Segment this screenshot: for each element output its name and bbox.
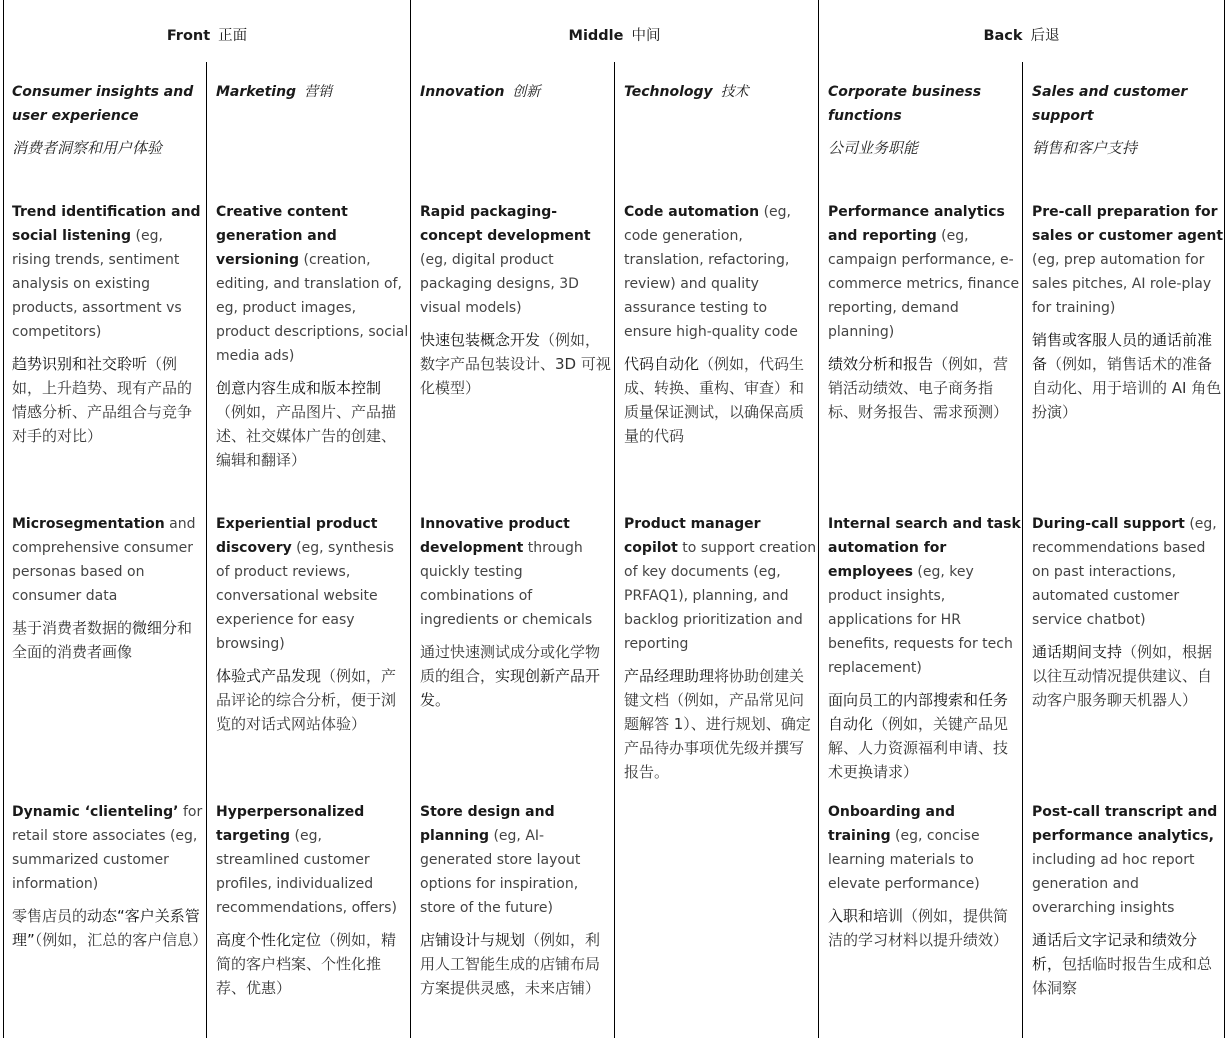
use-case-zh-title: 面向员工的内部搜索和任务自动化 — [828, 691, 1009, 733]
use-case-title: Internal search and task automation for employees — [828, 516, 1021, 580]
use-case-zh-title: 体验式产品发现 — [216, 667, 322, 685]
use-case-zh-title: 动态“客户关系管理” — [12, 907, 200, 949]
column-title-en: Consumer insights and user experience — [12, 84, 194, 124]
use-case-zh-description: 将协助创建关键文档（例如，产品常见问题解答 1）、进行规划、确定产品待办事项优先级并撰写报告。 — [624, 667, 811, 781]
use-case-zh-prefix: 零售店员的 — [12, 907, 88, 925]
use-case-title: During-call support — [1032, 516, 1185, 532]
group-header-back — [819, 24, 1224, 45]
use-case-zh — [624, 664, 817, 784]
use-case-description: (eg, code generation, translation, refactoring, review) and quality assurance testing to ensure high-quality code — [624, 204, 798, 340]
use-case-description: (eg, recommendations based on past interactions, automated customer service chatbot) — [1032, 516, 1217, 628]
use-case-cell — [12, 200, 205, 448]
use-case-zh — [12, 352, 205, 448]
use-case-zh-description: （例如，代码生成、转换、重构、审查）和质量保证测试，以确保高质量的代码 — [624, 355, 805, 445]
use-case-en — [420, 200, 613, 320]
use-case-zh-description: 和全面的消费者画像 — [12, 619, 193, 661]
use-case-zh-description: （例如，数字产品包装设计、3D 可视化模型） — [420, 331, 611, 397]
use-case-zh-description: （例如，上升趋势、现有产品的情感分析、产品组合与竞争对手的对比） — [12, 355, 193, 445]
use-case-en — [420, 800, 613, 920]
use-case-zh-title: 实现创新产品开发。 — [420, 667, 601, 709]
use-case-zh — [828, 352, 1021, 424]
use-case-zh-description: （例如，关键产品见解、人力资源福利申请、技术更换请求） — [828, 715, 1009, 781]
use-case-title: Store design and planning — [420, 804, 555, 844]
use-case-zh — [1032, 328, 1225, 424]
use-case-cell — [1032, 512, 1225, 712]
use-case-zh-title: 代码自动化 — [624, 355, 700, 373]
use-case-en — [828, 800, 1021, 896]
use-case-title: Innovative product development — [420, 516, 570, 556]
use-case-en — [624, 512, 817, 656]
use-case-title: Post-call transcript and performance analytics, — [1032, 804, 1218, 844]
divider-front-middle — [410, 0, 411, 1038]
use-case-zh-title: 店铺设计与规划 — [420, 931, 526, 949]
use-case-description: (eg, AI-generated store layout options for inspiration, store of the future) — [420, 828, 581, 916]
use-case-description: (eg, digital product packaging designs, 3D visual models) — [420, 252, 579, 316]
divider-col-1-2 — [206, 62, 207, 1038]
use-case-zh-title: 微细分 — [132, 619, 178, 637]
use-case-zh-description: （例如，利用人工智能生成的店铺布局方案提供灵感，未来店铺） — [420, 931, 601, 997]
use-case-zh-description: 包括临时报告生成和总体洞察 — [1032, 955, 1213, 997]
column-header-corporate-functions — [828, 80, 1024, 160]
divider-col-3-4 — [614, 62, 615, 1038]
use-case-cell — [624, 200, 817, 448]
use-case-title: Microsegmentation — [12, 516, 165, 532]
use-case-description: (creation, editing, and translation of, eg, product images, product descriptions, social media ads) — [216, 252, 409, 364]
use-case-zh — [420, 928, 613, 1000]
use-case-title: Hyperpersonalized targeting — [216, 804, 365, 844]
use-case-title: Experiential product discovery — [216, 516, 378, 556]
use-case-description: (eg, concise learning materials to elevate performance) — [828, 828, 980, 892]
use-case-en — [828, 200, 1021, 344]
use-case-zh — [1032, 640, 1225, 712]
use-case-description: (eg, streamlined customer profiles, individualized recommendations, offers) — [216, 828, 397, 916]
use-case-description: (eg, campaign performance, e-commerce metrics, finance reporting, demand planning) — [828, 228, 1020, 340]
use-case-description: including ad hoc report generation and overarching insights — [1032, 852, 1195, 916]
column-header-marketing — [216, 80, 412, 104]
use-case-zh-title: 高度个性化定位 — [216, 931, 322, 949]
divider-col-5-6 — [1022, 62, 1023, 1038]
use-case-en — [12, 200, 205, 344]
use-case-zh-title: 通话期间支持 — [1032, 643, 1123, 661]
use-case-en — [1032, 200, 1225, 320]
use-case-cell — [828, 200, 1021, 424]
use-case-zh — [420, 640, 613, 712]
use-case-title: Onboarding and training — [828, 804, 955, 844]
divider-middle-back — [818, 0, 819, 1038]
use-case-zh-description: （例如，根据以往互动情况提供建议、自动客户服务聊天机器人） — [1032, 643, 1213, 709]
column-title-en: Corporate business functions — [828, 84, 982, 124]
column-header-consumer-insights — [12, 80, 208, 160]
use-case-cell — [828, 800, 1021, 952]
group-middle-zh: 中间 — [631, 28, 661, 44]
use-case-zh — [216, 928, 409, 1000]
use-case-zh-prefix: 基于消费者数据的 — [12, 619, 133, 637]
column-title-en: Marketing 营销 — [216, 84, 333, 100]
column-title-en: Innovation 创新 — [420, 84, 541, 100]
use-case-zh — [12, 616, 205, 664]
use-case-en — [420, 512, 613, 632]
use-case-title: Rapid packaging-concept development — [420, 204, 591, 244]
divider-left-edge — [3, 0, 4, 1038]
use-case-en — [828, 512, 1021, 680]
group-header-middle — [411, 24, 818, 45]
use-case-cell — [624, 512, 817, 784]
use-case-cell — [420, 200, 613, 400]
column-header-sales-support — [1032, 80, 1228, 160]
use-case-zh — [828, 904, 1021, 952]
use-case-zh — [216, 376, 409, 472]
use-case-zh-title: 快速包装概念开发 — [420, 331, 541, 349]
use-case-cell — [12, 512, 205, 664]
group-front-en: Front — [166, 28, 211, 44]
use-case-cell — [828, 512, 1021, 784]
use-case-zh — [12, 904, 208, 952]
use-case-en — [12, 512, 205, 608]
use-case-zh-description: （例如，产品评论的综合分析，便于浏览的对话式网站体验） — [216, 667, 397, 733]
use-case-title: Pre-call preparation for sales or customer agent — [1032, 204, 1224, 244]
column-title-en: Technology 技术 — [624, 84, 749, 100]
group-middle-en: Middle — [568, 28, 624, 44]
column-header-technology — [624, 80, 820, 104]
use-case-zh-description: （例如，产品图片、产品描述、社交媒体广告的创建、编辑和翻译） — [216, 403, 397, 469]
use-case-zh-title: 销售或客服人员的通话前准备 — [1032, 331, 1213, 373]
column-title-zh: 公司业务职能 — [828, 139, 919, 157]
use-case-zh-description: （例如，营销活动绩效、电子商务指标、财务报告、需求预测） — [828, 355, 1009, 421]
use-case-title: Code automation — [624, 204, 760, 220]
use-case-zh-title: 入职和培训 — [828, 907, 904, 925]
group-header-front — [4, 24, 410, 45]
use-case-en — [624, 200, 817, 344]
group-front-zh: 正面 — [218, 28, 248, 44]
use-case-cell — [1032, 200, 1225, 424]
use-case-zh-title: 创意内容生成和版本控制 — [216, 379, 382, 397]
use-case-zh-description: （例如，精简的客户档案、个性化推荐、优惠） — [216, 931, 397, 997]
use-case-zh — [1032, 928, 1225, 1000]
use-case-en — [12, 800, 205, 896]
use-case-description: (eg, key product insights, applications for HR benefits, requests for tech replacement) — [828, 564, 1013, 676]
use-case-title: Performance analytics and reporting — [828, 204, 1005, 244]
use-case-en — [1032, 512, 1225, 632]
use-case-en — [216, 200, 409, 368]
use-case-en — [216, 800, 409, 920]
group-back-zh: 后退 — [1030, 28, 1060, 44]
use-case-title: Dynamic ‘clienteling’ — [12, 804, 179, 820]
use-case-description: to support creation of key documents (eg, PRFAQ1), planning, and backlog prioritization and reporting — [624, 540, 817, 652]
use-case-description: (eg, prep automation for sales pitches, AI role-play for training) — [1032, 252, 1212, 316]
use-case-cell — [420, 512, 613, 712]
use-case-description: (eg, synthesis of product reviews, conversational website experience for easy browsing) — [216, 540, 394, 652]
use-case-cell — [216, 512, 409, 736]
use-case-zh-title: 趋势识别和社交聆听 — [12, 355, 148, 373]
use-case-zh — [828, 688, 1021, 784]
use-case-zh — [624, 352, 817, 448]
use-case-cell — [420, 800, 613, 1000]
use-case-cell — [216, 800, 409, 1000]
column-title-zh: 销售和客户支持 — [1032, 139, 1138, 157]
column-header-innovation — [420, 80, 616, 104]
use-case-zh-title: 产品经理助理 — [624, 667, 715, 685]
use-case-zh — [420, 328, 613, 400]
use-case-en — [216, 512, 409, 656]
use-case-zh-prefix: 通过快速测试成分或化学物质的组合， — [420, 643, 601, 685]
use-case-zh-title: 绩效分析和报告 — [828, 355, 934, 373]
group-back-en: Back — [983, 28, 1023, 44]
use-case-description: (eg, rising trends, sentiment analysis on existing products, assortment vs competitors) — [12, 228, 182, 340]
use-case-title: Creative content generation and versioning — [216, 204, 348, 268]
use-case-zh — [216, 664, 409, 736]
column-title-zh: 消费者洞察和用户体验 — [12, 139, 163, 157]
column-title-en: Sales and customer support — [1032, 84, 1188, 124]
use-case-cell — [12, 800, 208, 952]
use-case-zh-description: （例如，销售话术的准备自动化、用于培训的 AI 角色扮演） — [1032, 355, 1222, 421]
use-case-zh-description: （例如，提供简洁的学习材料以提升绩效） — [828, 907, 1009, 949]
use-case-en — [1032, 800, 1225, 920]
use-case-cell — [216, 200, 409, 472]
use-case-description: for retail store associates (eg, summarized customer information) — [12, 804, 203, 892]
use-case-zh-title: 通话后文字记录和绩效分析， — [1032, 931, 1198, 973]
use-case-title: Trend identification and social listening — [12, 204, 201, 244]
use-case-zh-description: （例如，汇总的客户信息） — [34, 931, 208, 949]
use-case-cell — [1032, 800, 1225, 1000]
use-case-description: and comprehensive consumer personas based on consumer data — [12, 516, 196, 604]
use-case-title: Product manager copilot — [624, 516, 761, 556]
use-case-description: through quickly testing combinations of ingredients or chemicals — [420, 540, 593, 628]
